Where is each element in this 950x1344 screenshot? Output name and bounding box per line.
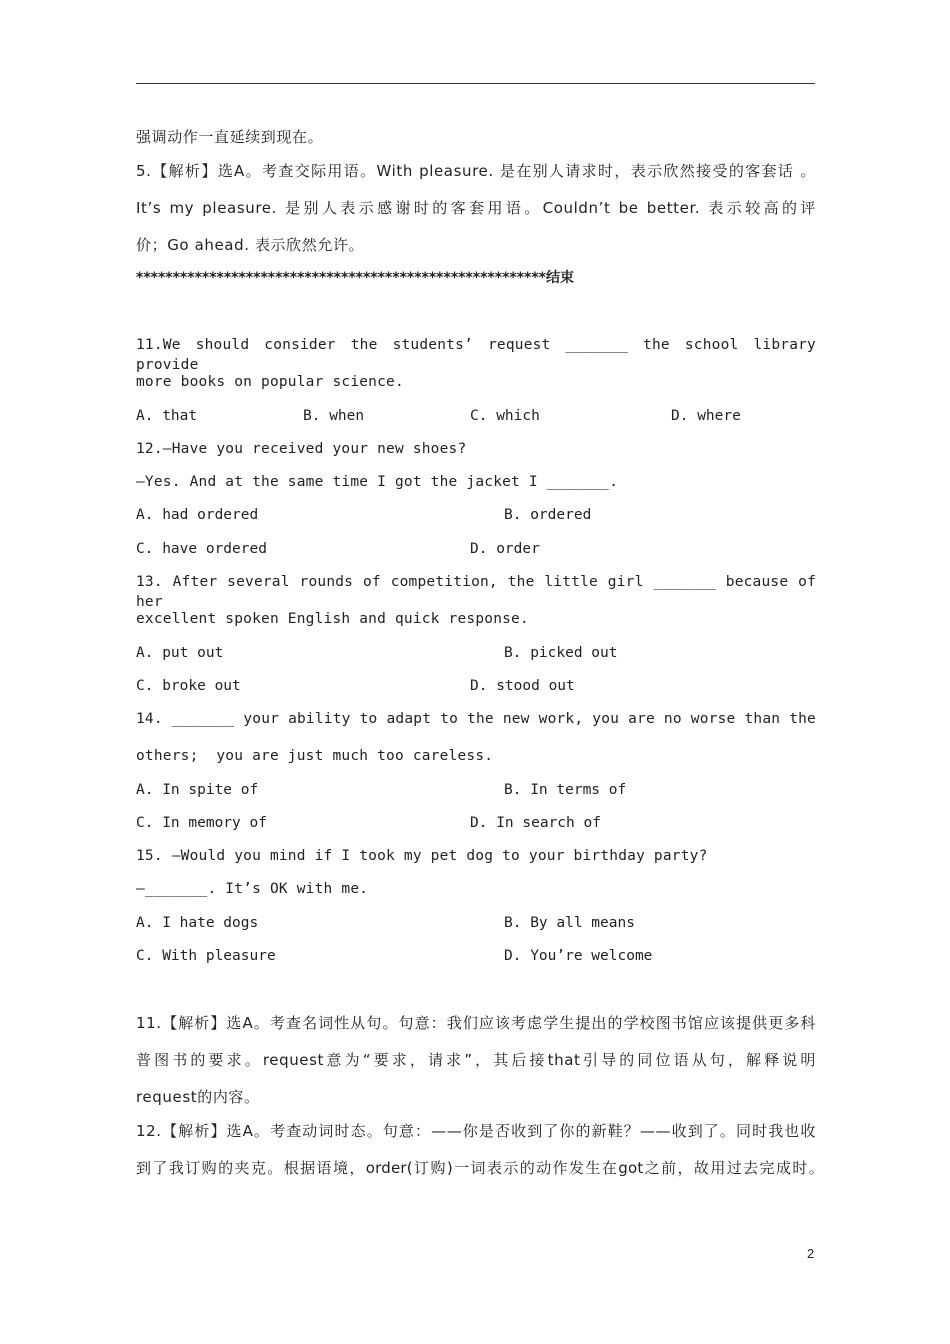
option-c: C. have ordered: [136, 541, 267, 557]
answer-11-line-1: 11.【解析】选A。考查名词性从句。句意：我们应该考虑学生提出的学校图书馆应该提供更多科: [136, 1014, 816, 1032]
page-number: 2: [807, 1246, 815, 1261]
answer-11-line-2: 普图书的要求。request意为“要求，请求”，其后接that引导的同位语从句，解释说明: [136, 1051, 816, 1069]
option-b: B. ordered: [504, 507, 592, 523]
answer-5-line-3: 价；Go ahead. 表示欣然允许。: [136, 236, 365, 254]
option-d: D. where: [671, 408, 741, 424]
question-12-line-1: 12.—Have you received your new shoes?: [136, 441, 467, 457]
option-b: B. when: [303, 408, 365, 424]
option-a: A. had ordered: [136, 507, 259, 523]
option-b: B. By all means: [504, 915, 635, 931]
option-c: C. With pleasure: [136, 948, 276, 964]
answer-5-line-2: It’s my pleasure. 是别人表示感谢时的客套用语。Couldn’t be better. 表示较高的评: [136, 199, 816, 217]
option-a: A. put out: [136, 645, 224, 661]
option-c: C. In memory of: [136, 815, 267, 831]
question-15-line-1: 15. —Would you mind if I took my pet dog to your birthday party?: [136, 848, 708, 864]
question-12-line-2: —Yes. And at the same time I got the jacket I _______.: [136, 474, 619, 490]
section-divider: ********************************************************结束: [136, 270, 574, 286]
option-c: C. broke out: [136, 678, 241, 694]
answer-12-line-2: 到了我订购的夹克。根据语境，order(订购)一词表示的动作发生在got之前，故用过去完成时。: [136, 1159, 824, 1177]
header-rule: [136, 83, 815, 84]
option-b: B. In terms of: [504, 782, 627, 798]
option-a: A. I hate dogs: [136, 915, 259, 931]
option-c: C. which: [470, 408, 540, 424]
answer-5-line-1: 5.【解析】选A。考查交际用语。With pleasure. 是在别人请求时，表示欣然接受的客套话 。: [136, 162, 816, 180]
text-line: 强调动作一直延续到现在。: [136, 128, 324, 146]
answer-12-line-1: 12.【解析】选A。考查动词时态。句意：——你是否收到了你的新鞋？——收到了。同时我也收: [136, 1122, 816, 1140]
question-14-line-2: others; you are just much too careless.: [136, 748, 494, 764]
option-d: D. In search of: [470, 815, 601, 831]
question-14-line-1: 14. _______ your ability to adapt to the new work, you are no worse than the: [136, 711, 816, 727]
question-11-line-2: more books on popular science.: [136, 374, 404, 390]
question-13-line-1: 13. After several rounds of competition, the little girl _______ because of her: [136, 574, 816, 610]
option-a: A. In spite of: [136, 782, 259, 798]
option-d: D. order: [470, 541, 540, 557]
question-13-line-2: excellent spoken English and quick response.: [136, 611, 529, 627]
option-b: B. picked out: [504, 645, 618, 661]
option-d: D. You’re welcome: [504, 948, 653, 964]
option-a: A. that: [136, 408, 198, 424]
answer-11-line-3: request的内容。: [136, 1088, 260, 1106]
question-15-line-2: —_______. It’s OK with me.: [136, 881, 369, 897]
question-11-line-1: 11.We should consider the students’ request _______ the school library provide: [136, 337, 816, 373]
option-d: D. stood out: [470, 678, 575, 694]
